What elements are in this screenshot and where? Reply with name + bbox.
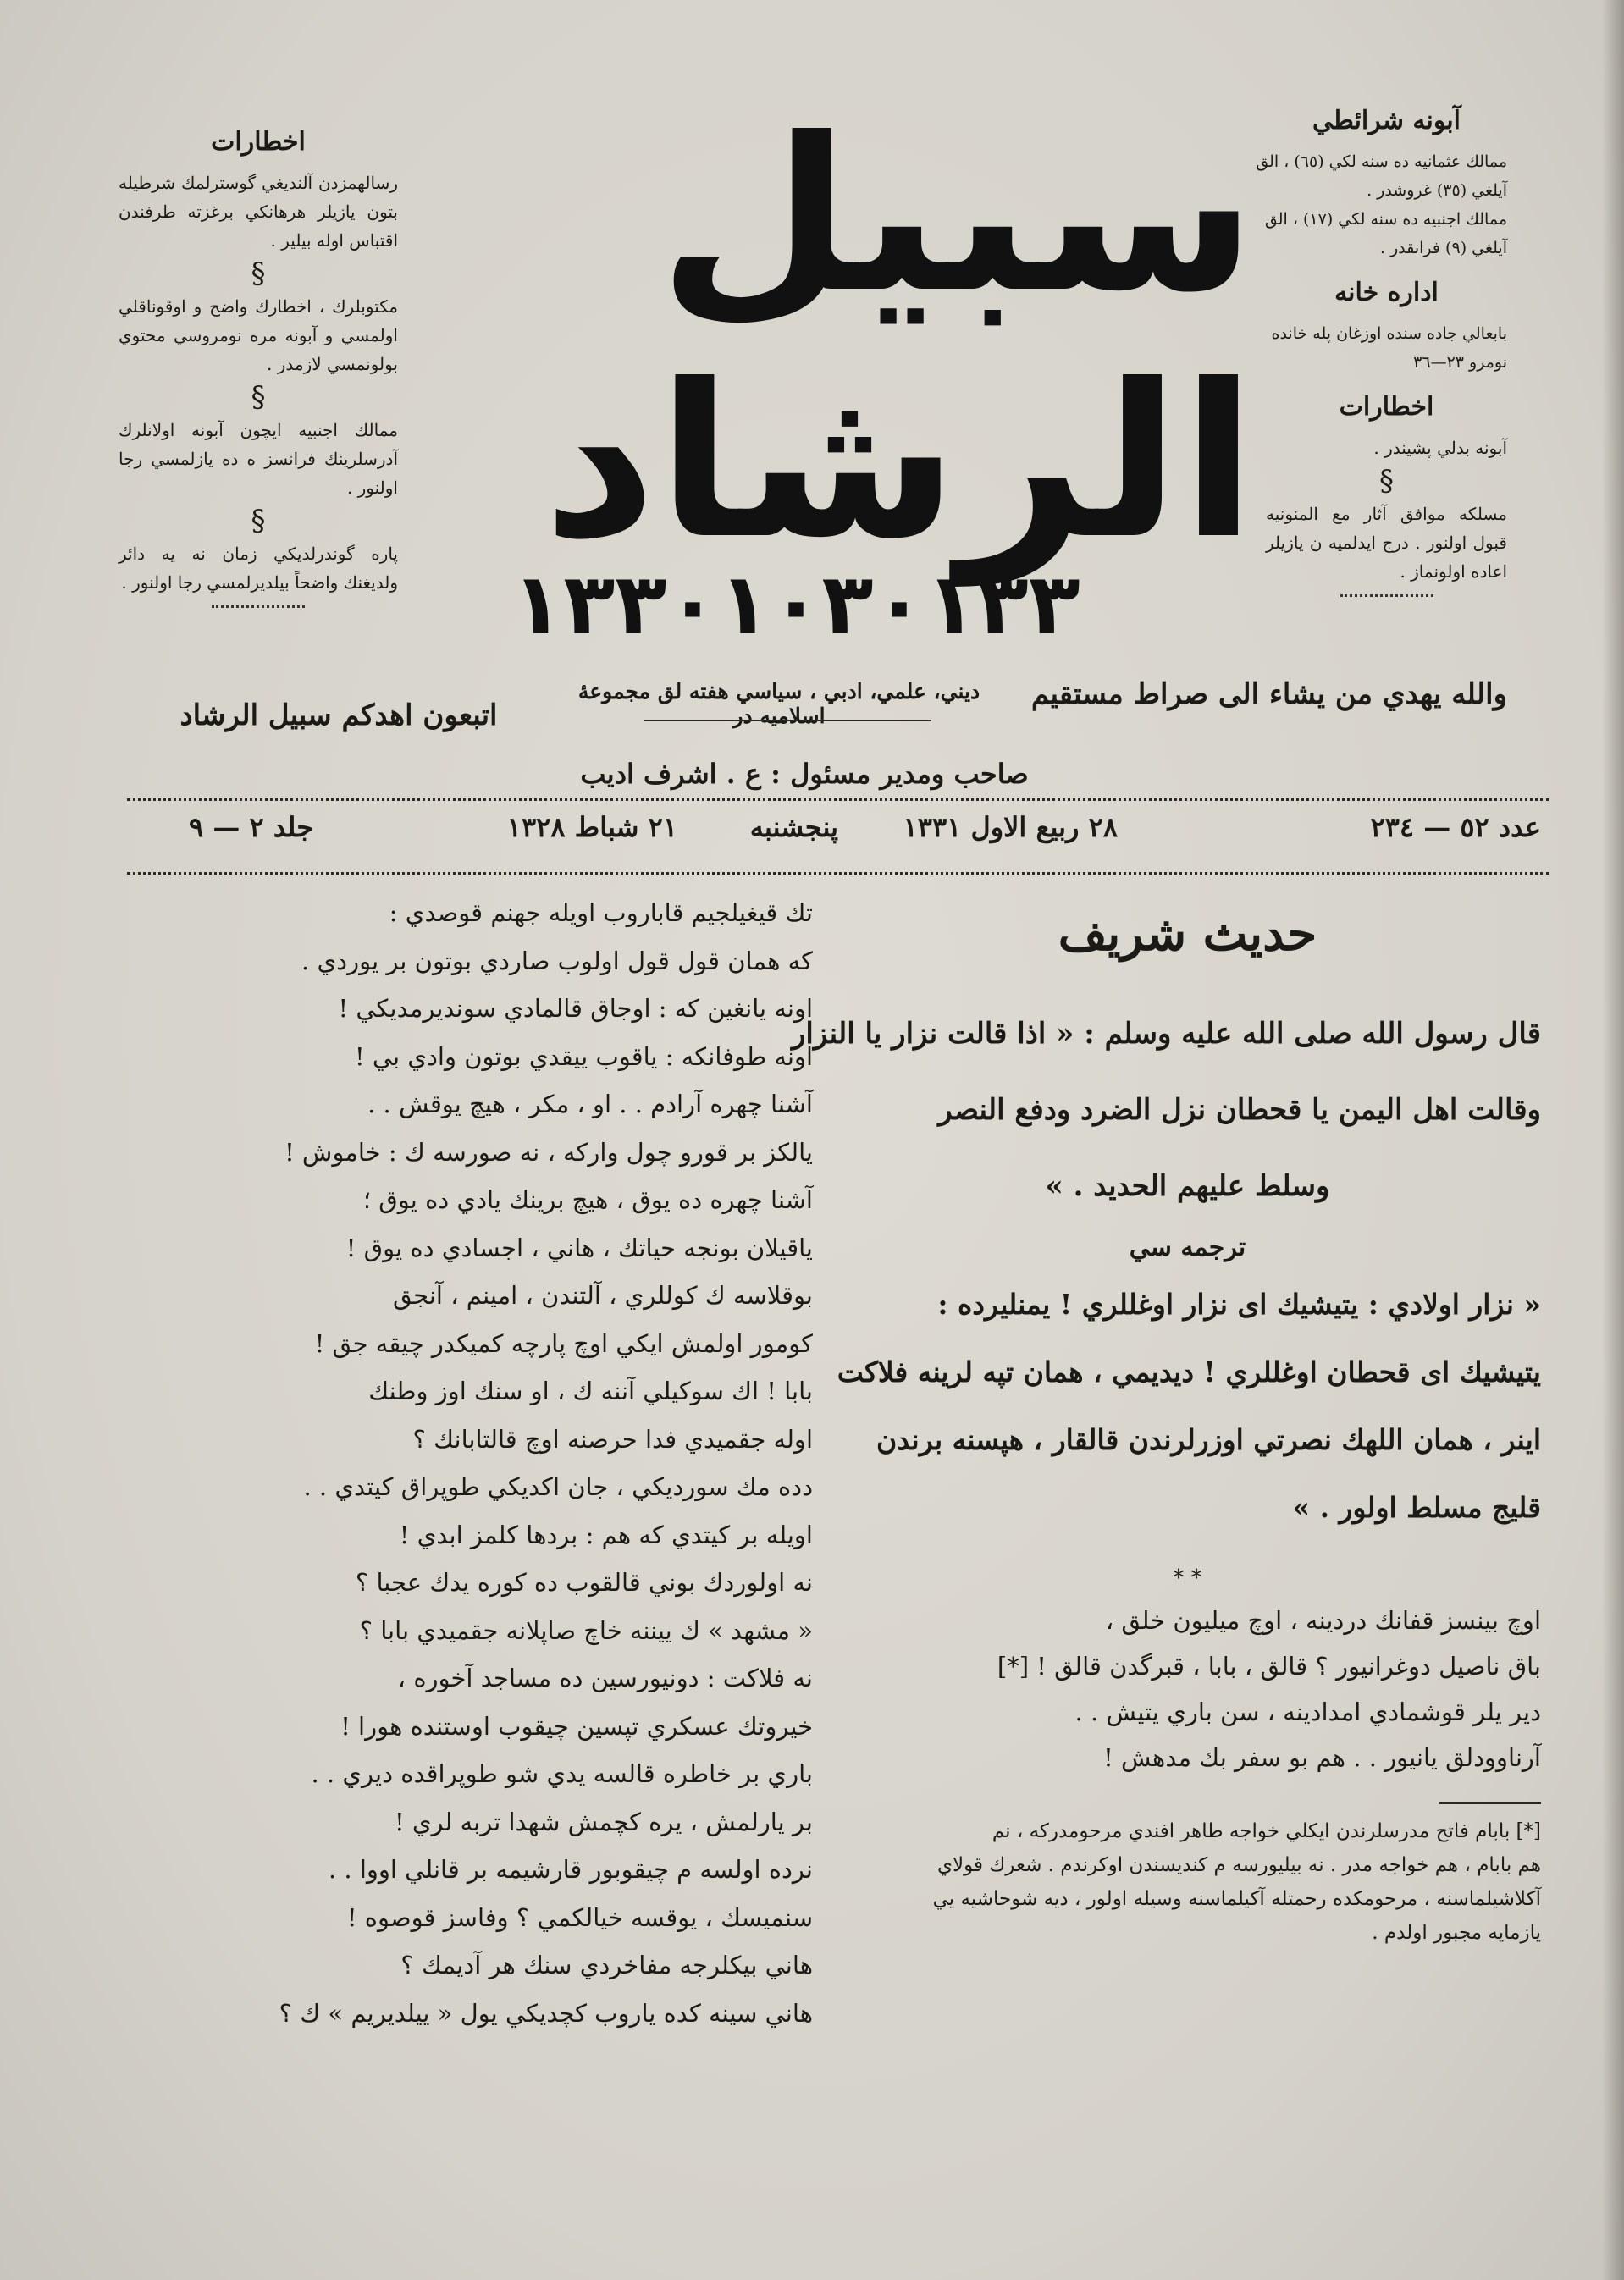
- poem-line: بر يارلمش ، يره كچمش شهدا تربه لري !: [394, 1807, 813, 1836]
- slogan-center: ديني، علمي، ادبي ، سياسي هفته لق مجموعهٔ اسلاميه در: [577, 679, 980, 728]
- subscription-line: آيلغي (٣٥) غروشدر .: [1367, 181, 1507, 200]
- hadith-column: [791, 889, 1541, 1950]
- poem-line: اوله جقميدي فدا حرصنه اوچ قالتابانك ؟: [412, 1424, 813, 1454]
- stars-separator: * *: [1173, 1565, 1202, 1591]
- poem-line: كه همان قول قول اولوب صاردي بوتون بر يوردي .: [301, 946, 813, 975]
- left-box-heading: اخطارات: [211, 127, 306, 157]
- bottom-rule: [127, 872, 1549, 875]
- footnote-line: [*] بابام فاتح مدرسلرندن ايكلي خواجه طاهر افندي مرحومدركه ، نم: [992, 1820, 1541, 1842]
- hadith-title: حديث شريف: [1058, 906, 1317, 962]
- weekday: پنجشنبه: [749, 811, 838, 843]
- poem-line: كومور اولمش ايكي اوچ پارچه كميكدر چيقه جق !: [314, 1328, 813, 1358]
- subscription-line: ممالك عثمانيه ده سنه لكي (٦٥) ، الق: [1256, 152, 1507, 171]
- translation-heading: ترجمه سي: [1129, 1233, 1246, 1262]
- slogan-underline: [644, 720, 931, 721]
- poem-line: « مشهد » ك ييننه خاچ صاپلانه جقميدي بابا ؟: [359, 1615, 813, 1645]
- footnote-rule: [1439, 1802, 1541, 1804]
- poem-line: تك قيغيلجيم قاباروب اويله جهنم قوصدي :: [389, 898, 813, 927]
- translation-line: اينر ، همان اللهك نصرتي اوزرلرندن قالقار ، هپسنه برندن: [876, 1423, 1541, 1456]
- poem-line: آشنا چهره آرادم . . او ، مكر ، هيچ يوقش . .: [367, 1090, 813, 1118]
- hadith-arabic-line: قال رسول الله صلى الله عليه وسلم : « اذا قالت نزار يا النزار: [791, 1017, 1541, 1051]
- rumi-date: ٢١ شباط ١٣٢٨: [506, 811, 677, 843]
- left-box-para-1: رسالهمزدن آلنديغي گوسترلمك شرطيله بتون يازيلر هرهانكي برغزته طرفندن اقتباس اوله بيلير .: [119, 173, 398, 251]
- translation-line: « نزار اولادي : يتيشيك اى نزار اوغللري ! يمنليرده :: [937, 1288, 1541, 1321]
- right-info-box: [1256, 106, 1507, 597]
- right-poem-line: باق ناصيل دوغرانيور ؟ قالق ، بابا ، قبرگدن قالق ! [*]: [997, 1652, 1541, 1681]
- divider: [212, 605, 305, 608]
- poem-line: باري بر خاطره قالسه يدي شو طوپراقده ديري . .: [311, 1759, 813, 1788]
- office-line: بابعالي جاده سنده اوزغان پله خانده: [1271, 324, 1507, 343]
- hadith-arabic-line: وسلط عليهم الحديد . »: [1045, 1169, 1330, 1203]
- subscription-line: آيلغي (٩) فرانقدر .: [1380, 239, 1507, 257]
- subscription-line: ممالك اجنبيه ده سنه لكي (١٧) ، الق: [1264, 210, 1507, 229]
- office-heading: اداره خانه: [1334, 278, 1439, 307]
- footnote-line: يازمايه مجبور اولدم .: [1372, 1922, 1541, 1944]
- translation-line: قليج مسلط اولور . »: [1292, 1491, 1541, 1524]
- section-mark: §: [251, 257, 266, 290]
- poem-line: آشنا چهره ده يوق ، هيچ برينك يادي ده يوق ؛: [362, 1185, 813, 1214]
- left-box-para-4: پاره گوندرلديكي زمان نه يه دائر ولديغنك واضحاً بيلديرلمسي رجا اولنور .: [119, 544, 398, 593]
- poem-line: خيروتك عسكري تپسين چيقوب اوستنده هورا !: [340, 1711, 813, 1741]
- issue-number: عدد ٥٢ — ٢٣٤: [1370, 811, 1541, 843]
- editor-line: صاحب ومدير مسئول : ع . اشرف اديب: [580, 758, 1029, 790]
- left-box-para-3: ممالك اجنبيه ايچون آبونه اولانلرك آدرسلرينك فرانسز ه ده يازلمسي رجا اولنور .: [119, 420, 398, 498]
- section-mark: §: [1379, 464, 1394, 498]
- right-poem-line: دير يلر قوشمادي امدادينه ، سن باري يتيش . .: [1074, 1698, 1541, 1726]
- masthead-year: ۱۳۳۰۱۰۳۰۱۳۳: [511, 555, 1080, 654]
- poem-line: بوقلاسه ك كوللري ، آلتندن ، امينم ، آنجق: [392, 1281, 813, 1310]
- volume-number: جلد ٢ — ٩: [189, 811, 313, 843]
- left-box-para-2: مكتوبلرك ، اخطارك واضح و اوقوناقلي اولمسي و آبونه مره نومروسي محتوي بولونمسي لازمدر .: [119, 296, 398, 374]
- poem-line: نرده اولسه م چيقوبور قارشيمه بر قانلي اووا . .: [328, 1855, 813, 1884]
- slogan-left: اتبعون اهدكم سبيل الرشاد: [180, 698, 498, 732]
- left-notice-box: [119, 127, 398, 608]
- poem-line: اونه طوفانكه : ياقوب ييقدي بوتون وادي بي !: [354, 1041, 813, 1071]
- divider: [1340, 594, 1433, 597]
- notice-para-2: مسلكه موافق آثار مع المنونيه قبول اولنور . درج ايدلميه ن يازيلر اعاده اولونماز .: [1266, 504, 1507, 582]
- notice-para-1: آبونه بدلي پشيندر .: [1373, 438, 1507, 458]
- poem-line: دده مك سورديكي ، جان اكديكي طوپراق كيتدي . .: [303, 1472, 813, 1501]
- poem-line: سنميسك ، يوقسه خيالكمي ؟ وفاسز قوصوه !: [346, 1902, 813, 1932]
- poem-line: نه اولوردك بوني قالقوب ده كوره يدك عجبا ؟: [355, 1568, 813, 1597]
- footnote-line: آكلاشيلماسنه ، مرحومكده رحمتله آكيلماسنه وسيله اولور ، ديه شوحاشيه يي: [932, 1888, 1541, 1910]
- section-mark: §: [251, 504, 266, 538]
- subscription-heading: آبونه شرائطي: [1312, 106, 1461, 135]
- poem-line: ياقيلان بونجه حياتك ، هاني ، اجسادي ده يوق !: [345, 1233, 813, 1262]
- poem-line: نه فلاكت : دونيورسين ده مساجد آخوره ،: [397, 1664, 813, 1692]
- footnote-line: هم بابام ، هم خواجه مدر . نه بيليورسه م كنديسندن اوكرندم . شعرك قولاي: [937, 1854, 1541, 1876]
- notice-heading: اخطارات: [1339, 392, 1434, 422]
- issue-bar: [127, 811, 1549, 853]
- poem-line: بابا ! اك سوكيلي آننه ك ، او سنك اوز وطنك: [368, 1377, 813, 1405]
- right-poem-line: آرناوودلق يانيور . . هم بو سفر بك مدهش !: [1103, 1743, 1541, 1772]
- poem-column: [279, 889, 813, 2037]
- top-rule: [127, 798, 1549, 801]
- hijri-date: ٢٨ ربيع الاول ١٣٣١: [903, 811, 1118, 843]
- translation-line: يتيشيك اى قحطان اوغللري ! ديديمي ، همان تپه لرينه فلاكت: [837, 1355, 1541, 1388]
- right-poem-line: اوچ بينسز قفانك دردينه ، اوچ ميليون خلق ،: [1105, 1606, 1541, 1635]
- masthead-title: سبيل الرشاد: [542, 92, 1257, 585]
- poem-line: هاني بيكلرجه مفاخردي سنك هر آديمك ؟: [400, 1951, 813, 1979]
- poem-line: هاني سينه كده ياروب كچديكي يول « ييلديريم » ك ؟: [279, 1998, 813, 2028]
- office-line: نومرو ٢٣—٣٦: [1413, 353, 1507, 372]
- poem-line: اونه يانغين كه : اوجاق قالمادي سونديرمديكي !: [338, 994, 813, 1023]
- hadith-arabic-line: وقالت اهل اليمن يا قحطان نزل الضرد ودفع النصر: [938, 1093, 1541, 1127]
- slogan-right: والله يهدي من يشاء الى صراط مستقيم: [1030, 677, 1507, 711]
- poem-line: اويله بر كيتدي كه هم : بردها كلمز ابدي !: [399, 1520, 813, 1549]
- poem-line: يالكز بر قورو چول واركه ، نه صورسه ك : خاموش !: [284, 1137, 813, 1167]
- section-mark: §: [251, 380, 266, 414]
